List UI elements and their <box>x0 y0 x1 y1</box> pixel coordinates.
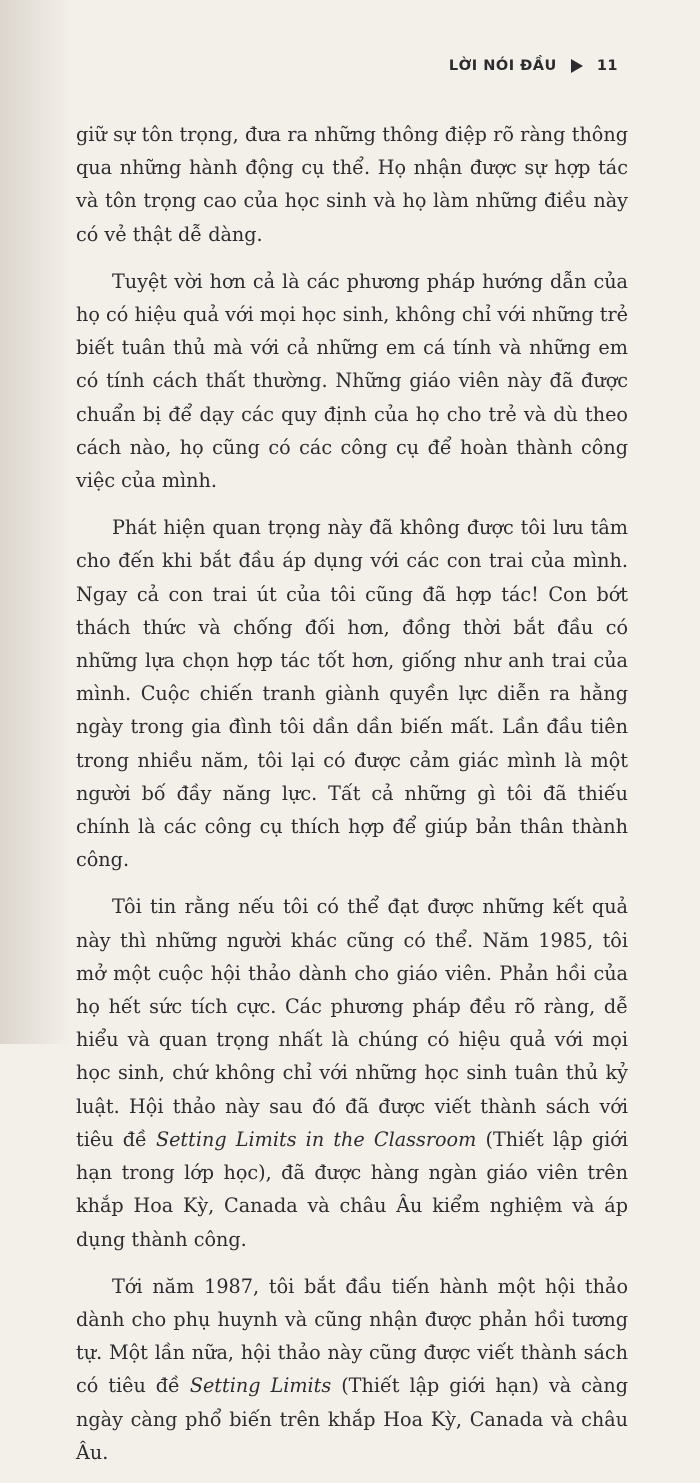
running-header <box>449 58 618 74</box>
paragraph <box>76 890 628 1255</box>
text-segment: Tuyệt vời hơn cả là các phương pháp hướng dẫn của họ có hiệu quả với mọi học sinh, không chỉ với những trẻ biết tuân thủ mà với cả những em cá tính và những em có tính cách thất thường. Những giáo viên này đã được chuẩn bị để dạy các quy định của họ cho trẻ và dù theo cách nào, họ cũng có các công cụ để hoàn thành công việc của mình. <box>76 269 628 493</box>
paragraph <box>76 118 628 251</box>
page-number: 11 <box>596 58 618 74</box>
text-segment: Tới năm 1987, tôi bắt đầu tiến hành một hội thảo dành cho phụ huynh và cũng nhận được phản hồi tương tự. Một lần nữa, hội thảo này cũng được viết thành sách có tiêu đề <box>76 1274 628 1398</box>
text-segment: giữ sự tôn trọng, đưa ra những thông điệp rõ ràng thông qua những hành động cụ thể. Họ nhận được sự hợp tác và tôn trọng cao của học sinh và họ làm những điều này có vẻ thật dễ dàng. <box>76 123 628 246</box>
text-segment: (Thiết lập giới hạn trong lớp học), đã được hàng ngàn giáo viên trên khắp Hoa Kỳ, Canada và châu Âu kiểm nghiệm và áp dụng thành công. <box>76 1127 628 1251</box>
text-segment: (Thiết lập giới hạn) và càng ngày càng phổ biến trên khắp Hoa Kỳ, Canada và châu Âu. <box>76 1374 628 1464</box>
triangle-right-icon <box>571 59 583 73</box>
book-title: Setting Limits <box>189 1374 332 1398</box>
paragraph <box>76 1270 628 1469</box>
text-segment: Tôi tin rằng nếu tôi có thể đạt được những kết quả này thì những người khác cũng có thể. Năm 1985, tôi mở một cuộc hội thảo dành cho giáo viên. Phản hồi của họ hết sức tích cực. Các phương pháp đều rõ ràng, dễ hiểu và quan trọng nhất là chúng có hiệu quả với mọi học sinh, chứ không chỉ với những học sinh tuân thủ kỷ luật. Hội thảo này sau đó đã được viết thành sách với tiêu đề <box>76 895 628 1151</box>
text-segment: Phát hiện quan trọng này đã không được tôi lưu tâm cho đến khi bắt đầu áp dụng với các con trai của mình. Ngay cả con trai út của tôi cũng đã hợp tác! Con bớt thách thức và chống đối hơn, đồng thời bắt đầu có những lựa chọn hợp tác tốt hơn, giống như anh trai của mình. Cuộc chiến tranh giành quyền lực diễn ra hằng ngày trong gia đình tôi dần dần biến mất. Lần đầu tiên trong nhiều năm, tôi lại có được cảm giác mình là một người bố đầy năng lực. Tất cả những gì tôi đã thiếu chính là các công cụ thích hợp để giúp bản thân thành công. <box>76 516 628 872</box>
paragraph <box>76 511 628 876</box>
chapter-title: LỜI NÓI ĐẦU <box>448 58 557 74</box>
book-title: Setting Limits in the Classroom <box>155 1127 477 1151</box>
body-text <box>76 118 628 1483</box>
page-gutter-shadow <box>0 0 70 1044</box>
paragraph <box>76 265 628 497</box>
